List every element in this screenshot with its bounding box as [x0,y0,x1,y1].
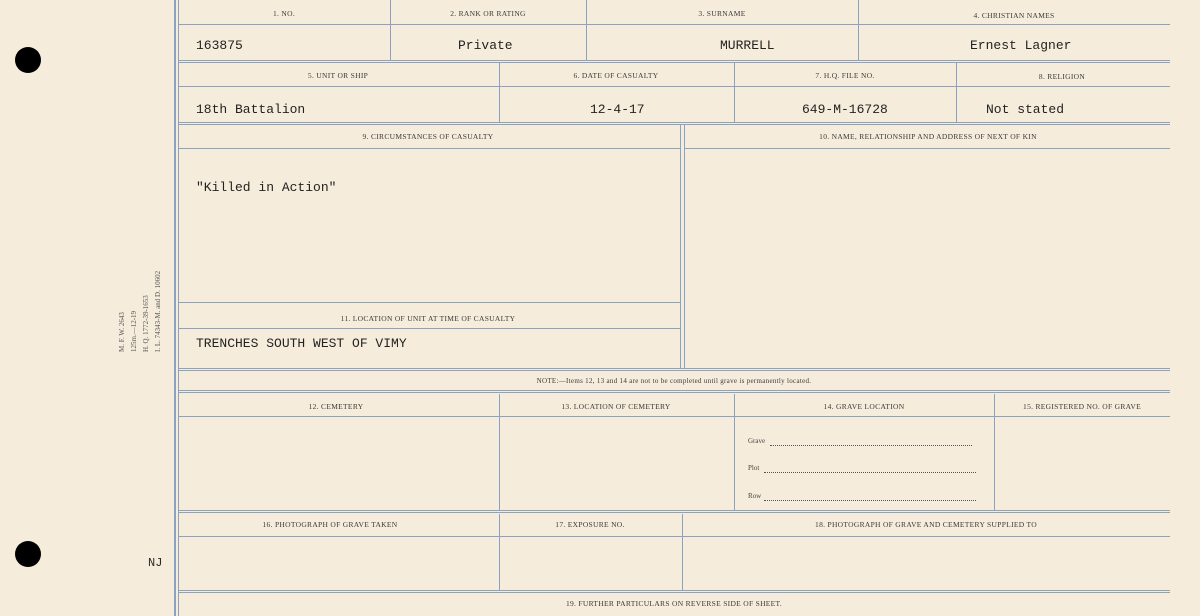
rule [858,0,859,60]
value-no: 163875 [196,38,243,53]
label-location: 11. LOCATION OF UNIT AT TIME OF CASUALTY [340,314,516,323]
value-location: TRENCHES SOUTH WEST OF VIMY [196,336,407,351]
punch-hole-bottom [15,541,41,567]
label-circumstances: 9. CIRCUMSTANCES OF CASUALTY [362,132,494,141]
rule [178,536,1170,537]
label-religion: 8. RELIGION [1038,72,1086,81]
rule [178,328,680,329]
rule [178,60,1170,63]
value-surname: MURRELL [720,38,775,53]
label-surname: 3. SURNAME [698,9,746,18]
rule [684,148,1170,149]
print-code-line4: I. L. 74343-M. and D. 10602 [154,270,162,352]
rule [994,394,995,510]
label-exposure-no: 17. EXPOSURE NO. [555,520,625,529]
rule [390,0,391,60]
label-registered-no: 15. REGISTERED NO. OF GRAVE [1023,402,1141,411]
print-code-line3: H. Q. 1772-39-1653 [142,295,150,352]
label-grave-location: 14. GRAVE LOCATION [823,402,905,411]
plot-field-line [764,472,976,473]
label-next-of-kin: 10. NAME, RELATIONSHIP AND ADDRESS OF NEXT OF KIN [819,132,1037,141]
stamp-initials: NJ [148,556,163,570]
label-unit: 5. UNIT OR SHIP [307,71,369,80]
label-file-no: 7. H.Q. FILE NO. [815,71,875,80]
grave-field-label: Grave [748,437,766,445]
print-code-block [118,262,186,357]
value-christian-names: Ernest Lagner [970,38,1072,53]
rule [586,0,587,60]
rule [178,390,1170,393]
rule [178,24,1170,25]
rule [178,148,680,149]
rule [684,125,685,369]
label-cemetery-location: 13. LOCATION OF CEMETERY [561,402,671,411]
label-cemetery: 12. CEMETERY [308,402,364,411]
rule [499,63,500,122]
rule [178,590,1170,593]
value-religion: Not stated [986,102,1065,117]
value-rank: Private [458,38,513,53]
label-photo-taken: 16. PHOTOGRAPH OF GRAVE TAKEN [262,520,398,529]
rule [734,394,735,510]
rule [956,63,957,122]
rule [178,368,1170,371]
row-field-line [764,500,976,501]
label-further-particulars: 19. FURTHER PARTICULARS ON REVERSE SIDE OF SHEET. [565,599,783,608]
label-christian-names: 4. CHRISTIAN NAMES [973,11,1055,20]
value-file-no: 649-M-16728 [802,102,888,117]
label-photo-supplied: 18. PHOTOGRAPH OF GRAVE AND CEMETERY SUPPLIED TO [815,520,1037,529]
label-rank: 2. RANK OR RATING [450,9,526,18]
grave-field-line [770,445,972,446]
rule [178,510,1170,513]
rule [178,416,1170,417]
punch-hole-top [15,47,41,73]
note-text: NOTE:—Items 12, 13 and 14 are not to be completed until grave is permanently located. [536,377,812,385]
rule [178,302,680,303]
rule [499,514,500,590]
rule [682,514,683,590]
plot-field-label: Plot [748,464,760,472]
rule [178,122,1170,125]
rule [178,86,1170,87]
row-field-label: Row [748,492,762,500]
value-date: 12-4-17 [590,102,645,117]
rule [499,394,500,510]
value-circumstances: "Killed in Action" [196,180,337,195]
print-code-line2: 125m.—12-19 [130,310,138,352]
value-unit: 18th Battalion [196,102,306,117]
print-code-line1: M. F. W. 2643 [118,312,126,352]
label-date: 6. DATE OF CASUALTY [573,71,659,80]
rule [734,63,735,122]
label-no: 1. NO. [272,9,296,18]
rule [680,125,681,369]
